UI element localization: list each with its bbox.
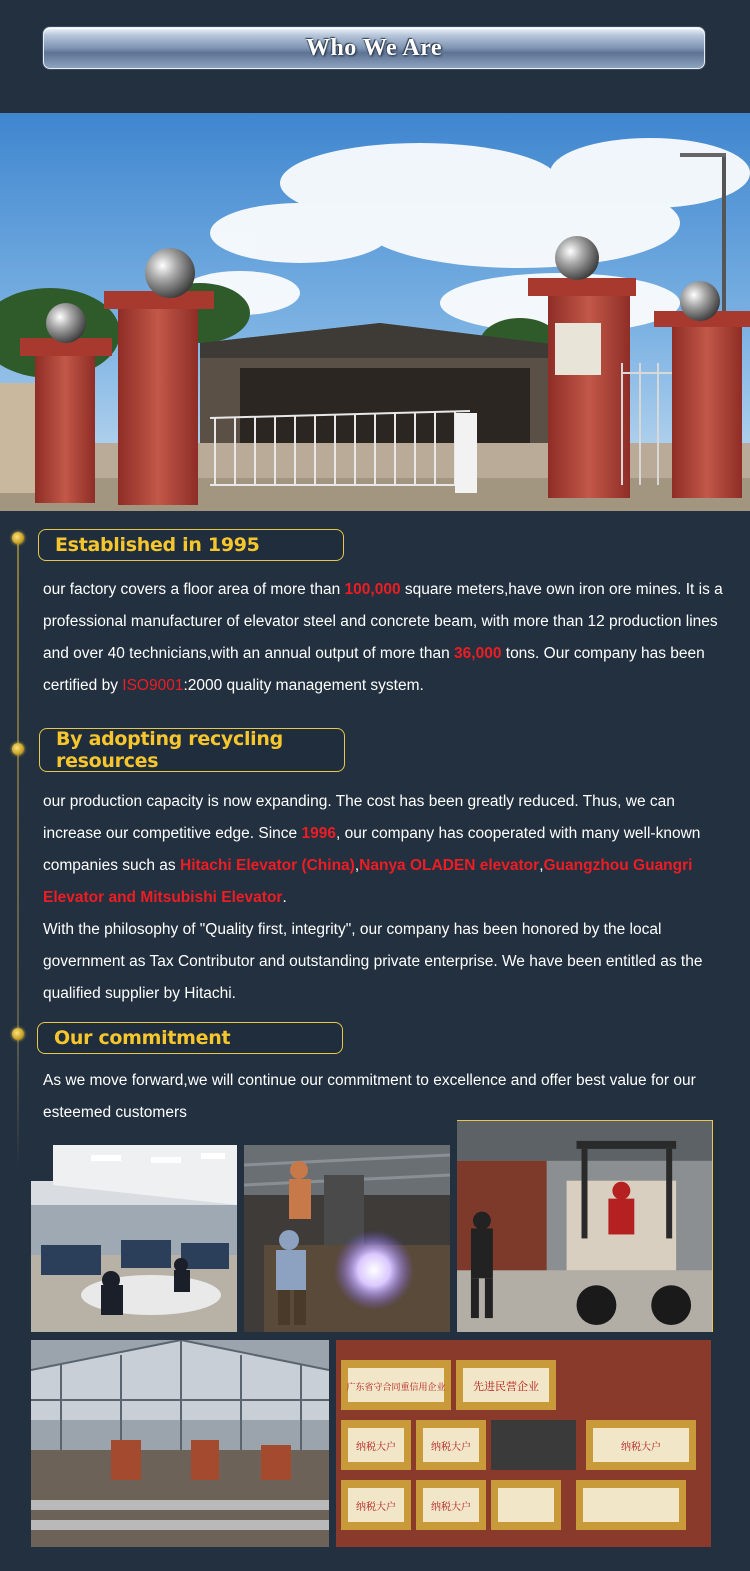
section-heading-recycling [39, 728, 345, 772]
highlight-partner: Nanya OLADEN elevator [359, 857, 540, 874]
text: our production capacity is now expanding. The cost has been greatly reduced. Thus, we can increase our competitive edge. Since [43, 793, 675, 842]
timeline-line [17, 538, 19, 1170]
page-title: Who We Are [305, 34, 443, 61]
certificate-plaque-text: 纳税大户 [356, 1502, 396, 1513]
welding-photo [244, 1145, 450, 1332]
certificate-plaque-text: 纳税大户 [431, 1502, 471, 1513]
certificate-plaque-text: 纳税大户 [431, 1442, 471, 1453]
certificate-plaque-text: 先进民营企业 [473, 1380, 539, 1393]
text: As we move forward,we will continue our commitment to excellence and offer best value for our esteemed customers [43, 1072, 696, 1121]
highlight-year: 1996 [301, 825, 336, 842]
text: , [354, 857, 360, 874]
text: tons. Our company has been certified by [43, 645, 705, 694]
certificate-plaque-text: 广东省守合同重信用企业 [346, 1383, 446, 1393]
text: our factory covers a floor area of more than [43, 581, 345, 598]
text: , our company has cooperated with many well-known companies such as [43, 825, 701, 874]
timeline-dot-icon [12, 532, 24, 544]
text: . [282, 889, 287, 906]
section-body-recycling [43, 786, 733, 1010]
highlight-area: 100,000 [344, 581, 401, 598]
highlight-output: 36,000 [454, 645, 502, 662]
text: :2000 quality management system. [183, 677, 424, 694]
certificate-plaque-text: 纳税大户 [356, 1442, 396, 1453]
highlight-partner: Guangzhou Guangri Elevator and Mitsubishi Elevator [43, 857, 693, 906]
forklift-photo [457, 1120, 713, 1332]
text: square meters,have own iron ore mines. It is a professional manufacturer of elevator steel and concrete beam, with more than 12 production lines and over 40 technicians,with an annual output of more than [43, 581, 723, 662]
text: , [539, 857, 544, 874]
section-title: Our commitment [54, 1027, 231, 1049]
timeline-dot-icon [12, 1028, 24, 1040]
highlight-iso: ISO9001 [122, 677, 184, 694]
section-heading-established [38, 529, 344, 561]
section-title: Established in 1995 [55, 534, 260, 556]
office-photo [31, 1145, 237, 1332]
section-heading-commitment [37, 1022, 343, 1054]
certificate-plaque-text: 纳税大户 [621, 1442, 661, 1453]
warehouse-photo [31, 1340, 329, 1547]
text: With the philosophy of "Quality first, integrity", our company has been honored by the local government as Tax Contributor and outstanding private enterprise. We have been entitled as the qualified supplier by Hitachi. [43, 921, 703, 1002]
highlight-partner: Hitachi Elevator (China) [180, 857, 355, 874]
hero-factory-gate-photo [0, 113, 750, 511]
certificates-photo [336, 1340, 711, 1547]
section-title: By adopting recycling resources [56, 728, 283, 772]
timeline-dot-icon [12, 743, 24, 755]
header-banner [43, 27, 705, 69]
section-body-established [43, 574, 733, 702]
